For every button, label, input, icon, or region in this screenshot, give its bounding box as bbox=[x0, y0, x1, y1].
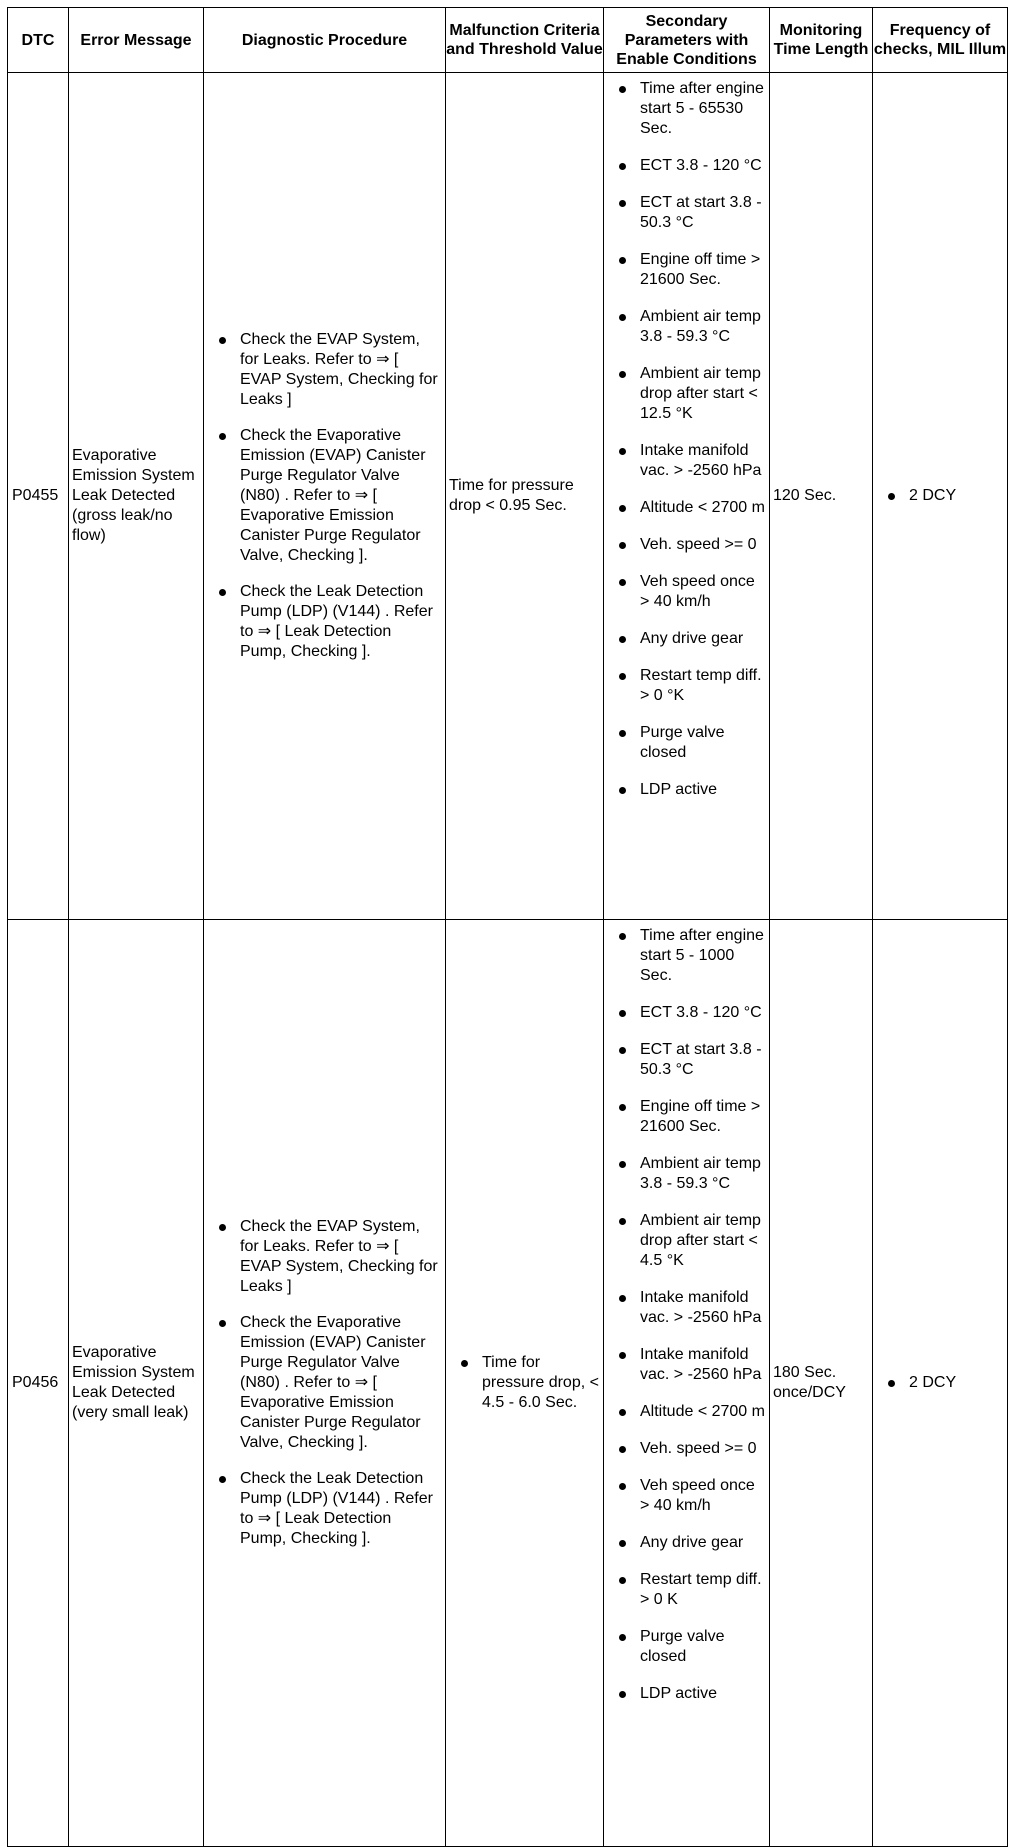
malfunction-criteria-cell bbox=[446, 920, 604, 1847]
secondary-parameter: ECT 3.8 - 120 °C bbox=[604, 156, 765, 176]
secondary-parameter: Veh speed once > 40 km/h bbox=[604, 572, 765, 612]
frequency-list bbox=[873, 486, 1007, 506]
frequency-value: 2 DCY bbox=[873, 1373, 1007, 1393]
secondary-parameter: Purge valve closed bbox=[604, 723, 765, 763]
header-dtc: DTC bbox=[8, 8, 69, 73]
secondary-parameter: LDP active bbox=[604, 1684, 765, 1704]
malfunction-criteria: Time for pressure drop, < 4.5 - 6.0 Sec. bbox=[446, 1353, 603, 1413]
secondary-parameter: Altitude < 2700 m bbox=[604, 498, 765, 518]
secondary-parameter: Restart temp diff. > 0 K bbox=[604, 1570, 765, 1610]
header-row bbox=[8, 8, 1008, 73]
secondary-parameter: ECT 3.8 - 120 °C bbox=[604, 1003, 765, 1023]
monitoring-time: 120 Sec. bbox=[770, 73, 873, 920]
secondary-parameters-list bbox=[604, 79, 769, 800]
criteria-list bbox=[446, 1353, 603, 1413]
secondary-parameter: Intake manifold vac. > -2560 hPa bbox=[604, 441, 765, 481]
secondary-parameter: Ambient air temp 3.8 - 59.3 °C bbox=[604, 307, 765, 347]
procedure-step: Check the EVAP System, for Leaks. Refer to ⇒ [ EVAP System, Checking for Leaks ] bbox=[204, 1217, 441, 1297]
procedure-step: Check the Evaporative Emission (EVAP) Canister Purge Regulator Valve (N80) . Refer to ⇒ [ Evaporative Emission Canister Purge Regulator Valve, Checking ]. bbox=[204, 426, 441, 566]
secondary-parameter: Ambient air temp 3.8 - 59.3 °C bbox=[604, 1154, 765, 1194]
table-row bbox=[8, 73, 1008, 920]
header-frequency: Frequency of checks, MIL Illum bbox=[873, 8, 1008, 73]
procedure-step: Check the Leak Detection Pump (LDP) (V144) . Refer to ⇒ [ Leak Detection Pump, Checking ]. bbox=[204, 1469, 441, 1549]
error-message: Evaporative Emission System Leak Detected (gross leak/no flow) bbox=[69, 73, 204, 920]
malfunction-criteria: Time for pressure drop < 0.95 Sec. bbox=[446, 73, 604, 920]
secondary-parameters-list bbox=[604, 926, 769, 1704]
secondary-parameter: ECT at start 3.8 - 50.3 °C bbox=[604, 193, 765, 233]
header-diagnostic-procedure: Diagnostic Procedure bbox=[204, 8, 446, 73]
secondary-parameter: Veh. speed >= 0 bbox=[604, 1439, 765, 1459]
procedure-step: Check the EVAP System, for Leaks. Refer to ⇒ [ EVAP System, Checking for Leaks ] bbox=[204, 330, 441, 410]
procedure-list bbox=[204, 330, 445, 662]
secondary-parameter: Time after engine start 5 - 1000 Sec. bbox=[604, 926, 765, 986]
secondary-parameter: Veh. speed >= 0 bbox=[604, 535, 765, 555]
secondary-parameter: Ambient air temp drop after start < 4.5 °K bbox=[604, 1211, 765, 1271]
secondary-parameters-cell bbox=[604, 73, 770, 920]
procedure-list bbox=[204, 1217, 445, 1549]
frequency-list bbox=[873, 1373, 1007, 1393]
secondary-parameter: Any drive gear bbox=[604, 629, 765, 649]
diagnostic-procedure-cell bbox=[204, 920, 446, 1847]
secondary-parameter: Any drive gear bbox=[604, 1533, 765, 1553]
secondary-parameter: Altitude < 2700 m bbox=[604, 1402, 765, 1422]
secondary-parameter: Engine off time > 21600 Sec. bbox=[604, 250, 765, 290]
secondary-parameter: Ambient air temp drop after start < 12.5 °K bbox=[604, 364, 765, 424]
header-malfunction-criteria: Malfunction Criteria and Threshold Value bbox=[446, 8, 604, 73]
secondary-parameter: Time after engine start 5 - 65530 Sec. bbox=[604, 79, 765, 139]
table-body bbox=[8, 73, 1008, 1847]
frequency-cell bbox=[873, 920, 1008, 1847]
frequency-value: 2 DCY bbox=[873, 486, 1007, 506]
header-error-message: Error Message bbox=[69, 8, 204, 73]
error-message: Evaporative Emission System Leak Detected (very small leak) bbox=[69, 920, 204, 1847]
procedure-step: Check the Leak Detection Pump (LDP) (V144) . Refer to ⇒ [ Leak Detection Pump, Checking ]. bbox=[204, 582, 441, 662]
dtc-table bbox=[7, 7, 1008, 1847]
table-row bbox=[8, 920, 1008, 1847]
secondary-parameter: ECT at start 3.8 - 50.3 °C bbox=[604, 1040, 765, 1080]
secondary-parameter: Engine off time > 21600 Sec. bbox=[604, 1097, 765, 1137]
secondary-parameter: Intake manifold vac. > -2560 hPa bbox=[604, 1345, 765, 1385]
header-secondary-parameters: Secondary Parameters with Enable Conditions bbox=[604, 8, 770, 73]
secondary-parameter: Veh speed once > 40 km/h bbox=[604, 1476, 765, 1516]
secondary-parameters-cell bbox=[604, 920, 770, 1847]
monitoring-time: 180 Sec. once/DCY bbox=[770, 920, 873, 1847]
secondary-parameter: Purge valve closed bbox=[604, 1627, 765, 1667]
dtc-code: P0456 bbox=[8, 920, 69, 1847]
header-monitoring-time: Monitoring Time Length bbox=[770, 8, 873, 73]
secondary-parameter: Intake manifold vac. > -2560 hPa bbox=[604, 1288, 765, 1328]
procedure-step: Check the Evaporative Emission (EVAP) Canister Purge Regulator Valve (N80) . Refer to ⇒ [ Evaporative Emission Canister Purge Regulator Valve, Checking ]. bbox=[204, 1313, 441, 1453]
secondary-parameter: LDP active bbox=[604, 780, 765, 800]
table-header bbox=[8, 8, 1008, 73]
frequency-cell bbox=[873, 73, 1008, 920]
dtc-code: P0455 bbox=[8, 73, 69, 920]
diagnostic-procedure-cell bbox=[204, 73, 446, 920]
secondary-parameter: Restart temp diff. > 0 °K bbox=[604, 666, 765, 706]
